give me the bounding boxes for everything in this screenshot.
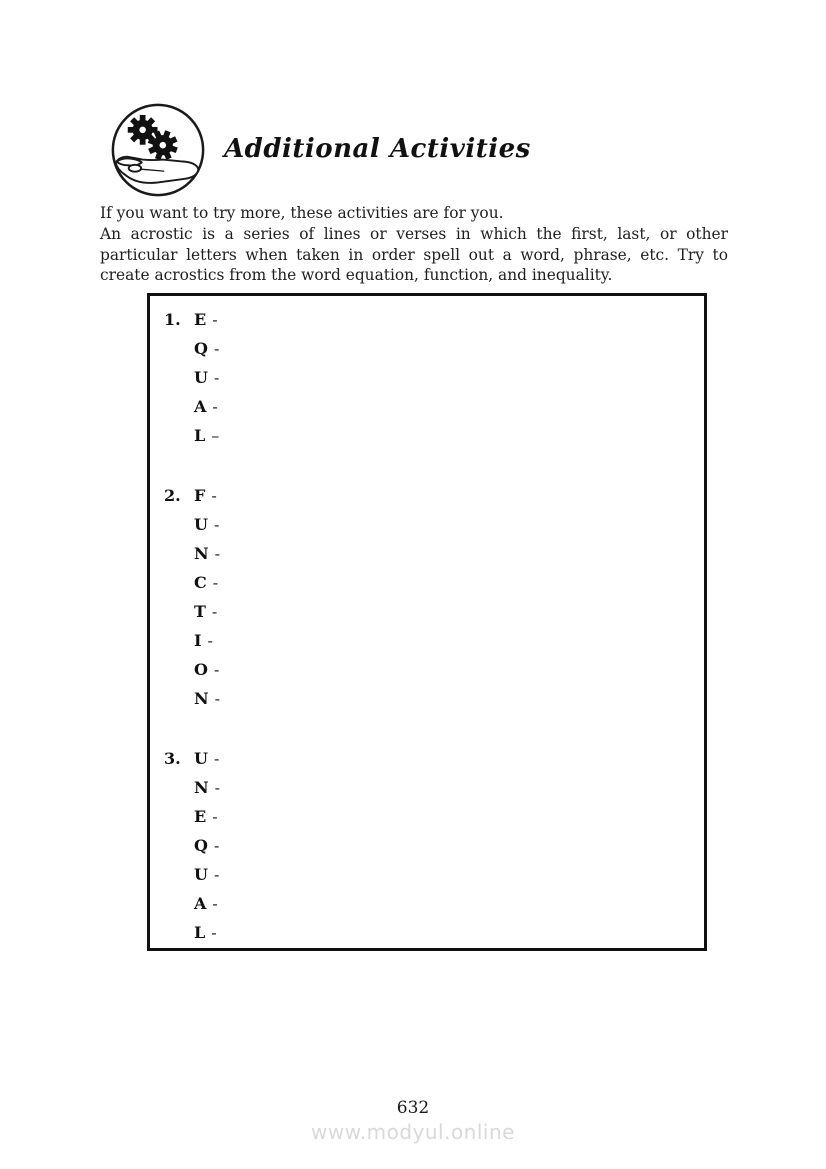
acrostic-letter: T — [194, 602, 206, 621]
acrostic-row — [164, 421, 694, 450]
acrostic-answer-box — [147, 293, 707, 951]
acrostic-letter: N — [194, 689, 209, 708]
acrostic-item-2 — [164, 481, 694, 713]
acrostic-letter: O — [194, 660, 208, 679]
acrostic-row — [164, 305, 694, 334]
acrostic-letter: N — [194, 544, 209, 563]
acrostic-row — [164, 860, 694, 889]
acrostic-dash: - — [213, 836, 220, 855]
intro-text — [100, 203, 728, 286]
acrostic-row — [164, 773, 694, 802]
hand-holding-gears-graphic — [109, 102, 207, 198]
acrostic-row — [164, 392, 694, 421]
acrostic-row — [164, 744, 694, 773]
acrostic-dash: - — [213, 865, 220, 884]
acrostic-letter: L — [194, 426, 206, 445]
item-number: 1. — [164, 310, 181, 329]
acrostic-row — [164, 889, 694, 918]
acrostic-row — [164, 918, 694, 947]
acrostic-letter: F — [194, 486, 206, 505]
acrostic-letter: A — [194, 397, 207, 416]
acrostic-dash: - — [212, 573, 219, 592]
acrostic-dash: - — [212, 397, 218, 416]
intro-line: If you want to try more, these activities are for you. — [100, 204, 504, 222]
acrostic-row — [164, 831, 694, 860]
acrostic-letter: Q — [194, 836, 208, 855]
acrostic-dash: - — [211, 923, 217, 942]
acrostic-dash: - — [213, 339, 220, 358]
acrostic-dash: - — [214, 544, 221, 563]
hand-holding-gears-icon — [109, 102, 207, 198]
acrostic-dash: – — [211, 426, 220, 445]
acrostic-row — [164, 568, 694, 597]
item-number: 2. — [164, 486, 181, 505]
acrostic-dash: - — [211, 602, 218, 621]
intro-paragraph: An acrostic is a series of lines or verses in which the first, last, or other particular letters when taken in order spell out a word, phrase, etc. Try to create acrostics from the word equation, function, and inequality. — [100, 224, 728, 285]
acrostic-dash: - — [213, 515, 220, 534]
acrostic-letter: N — [194, 778, 209, 797]
acrostic-letter: A — [194, 894, 207, 913]
acrostic-dash: - — [213, 749, 220, 768]
acrostic-letter: U — [194, 515, 208, 534]
acrostic-row — [164, 655, 694, 684]
acrostic-row — [164, 510, 694, 539]
acrostic-row — [164, 597, 694, 626]
acrostic-row — [164, 363, 694, 392]
acrostic-item-1 — [164, 305, 694, 450]
acrostic-dash: - — [212, 807, 218, 826]
acrostic-dash: - — [213, 368, 220, 387]
acrostic-dash: - — [212, 310, 218, 329]
acrostic-letter: U — [194, 749, 208, 768]
acrostic-dash: - — [213, 660, 220, 679]
acrostic-letter: L — [194, 923, 206, 942]
acrostic-dash: - — [212, 894, 218, 913]
acrostic-row — [164, 626, 694, 655]
page-number: 632 — [396, 1098, 430, 1118]
acrostic-dash: - — [211, 486, 217, 505]
item-number: 3. — [164, 749, 181, 768]
acrostic-letter: I — [194, 631, 202, 650]
acrostic-letter: E — [194, 807, 207, 826]
acrostic-row — [164, 481, 694, 510]
acrostic-row — [164, 684, 694, 713]
acrostic-row — [164, 539, 694, 568]
page-title: Additional Activities — [224, 134, 531, 164]
acrostic-dash: - — [214, 689, 221, 708]
acrostic-letter: U — [194, 865, 208, 884]
acrostic-dash: - — [207, 631, 213, 650]
acrostic-letter: U — [194, 368, 208, 387]
acrostic-row — [164, 334, 694, 363]
watermark-text: www.modyul.online — [311, 1120, 515, 1144]
acrostic-letter: E — [194, 310, 207, 329]
acrostic-dash: - — [214, 778, 221, 797]
acrostic-row — [164, 802, 694, 831]
acrostic-letter: Q — [194, 339, 208, 358]
acrostic-item-3 — [164, 744, 694, 947]
acrostic-letter: C — [194, 573, 207, 592]
